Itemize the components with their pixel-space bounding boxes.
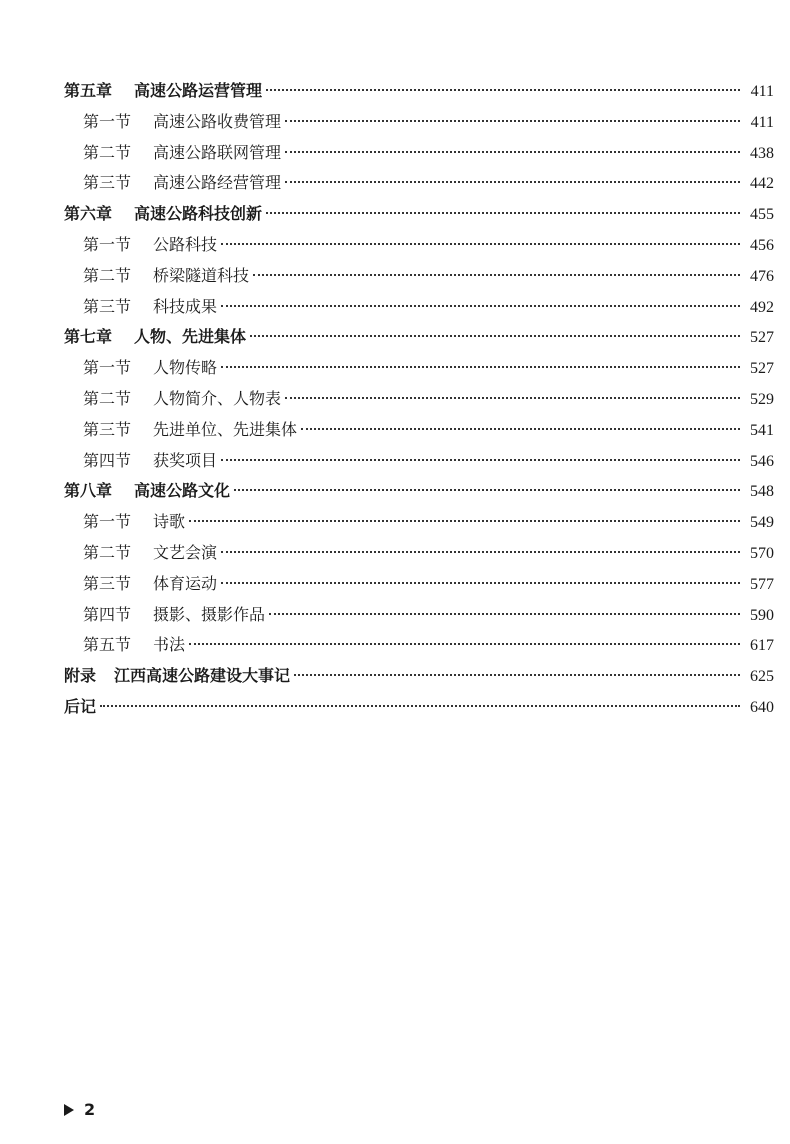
toc-row-section[interactable]	[64, 507, 774, 538]
toc-leader-dots	[234, 489, 740, 491]
toc-number: 第二节	[83, 388, 132, 408]
toc-number: 第二节	[83, 265, 132, 285]
toc-title: 文艺会演	[153, 542, 218, 562]
toc-leader-dots	[221, 551, 740, 553]
toc-row-section[interactable]	[64, 384, 774, 415]
toc-title: 江西高速公路建设大事记	[114, 666, 291, 686]
toc-title: 先进单位、先进集体	[153, 419, 298, 439]
toc-number: 第四节	[83, 450, 132, 470]
toc-page-number: 476	[750, 267, 774, 285]
toc-number: 第八章	[64, 481, 113, 501]
toc-title: 获奖项目	[153, 450, 218, 470]
toc-row-section[interactable]	[64, 538, 774, 569]
toc-leader-dots	[250, 335, 740, 337]
toc-leader-dots	[285, 151, 740, 153]
toc-leader-dots	[269, 613, 740, 615]
toc-number: 第二节	[83, 142, 132, 162]
toc-title: 书法	[153, 635, 186, 655]
toc-row-chapter-7[interactable]	[64, 322, 774, 353]
toc-leader-dots	[285, 181, 740, 183]
toc-row-section[interactable]	[64, 138, 774, 169]
toc-row-afterword[interactable]	[64, 692, 774, 723]
toc-number: 第一节	[83, 234, 132, 254]
toc-leader-dots	[189, 643, 740, 645]
toc-page-number: 617	[750, 637, 774, 655]
triangle-right-icon	[64, 1104, 74, 1116]
toc-row-section[interactable]	[64, 446, 774, 477]
toc-page-number: 455	[750, 206, 774, 224]
toc-number: 第三节	[83, 573, 132, 593]
toc-leader-dots	[301, 428, 740, 430]
toc-number: 后记	[64, 696, 97, 716]
toc-title: 桥梁隧道科技	[153, 265, 250, 285]
toc-title: 体育运动	[153, 573, 218, 593]
toc-number: 第七章	[64, 327, 113, 347]
toc-leader-dots	[189, 520, 740, 522]
toc-title: 高速公路联网管理	[153, 142, 282, 162]
toc-number: 第三节	[83, 419, 132, 439]
toc-title: 高速公路运营管理	[134, 81, 263, 100]
toc-row-section[interactable]	[64, 168, 774, 199]
toc-page-number: 529	[750, 390, 774, 408]
toc-leader-dots	[221, 582, 740, 584]
page-number: 2	[84, 1100, 96, 1119]
toc-leader-dots	[100, 705, 740, 707]
toc-page-number: 527	[750, 360, 774, 378]
page-footer	[64, 1100, 95, 1119]
toc-number: 第一节	[83, 512, 132, 532]
toc-page-number: 640	[750, 698, 774, 716]
toc-title: 科技成果	[153, 296, 218, 316]
toc-row-section[interactable]	[64, 107, 774, 138]
toc-page-number: 590	[750, 606, 774, 624]
toc-title: 诗歌	[153, 512, 186, 532]
toc-page-number: 570	[750, 544, 774, 562]
toc-number: 第三节	[83, 296, 132, 316]
toc-title: 高速公路经营管理	[153, 173, 282, 193]
toc-row-chapter-8[interactable]	[64, 476, 774, 507]
toc-page-number: 541	[750, 421, 774, 439]
toc-row-section[interactable]	[64, 353, 774, 384]
toc-number: 附录	[64, 666, 97, 686]
toc-page-number: 625	[750, 668, 774, 686]
toc-leader-dots	[253, 274, 740, 276]
toc-page-number: 549	[750, 514, 774, 532]
toc-leader-dots	[221, 459, 740, 461]
toc-page-number: 456	[750, 236, 774, 254]
toc-page-number: 577	[750, 575, 774, 593]
toc-title: 人物传略	[153, 358, 218, 378]
toc-row-section[interactable]	[64, 261, 774, 292]
toc-page-number: 548	[750, 483, 774, 501]
toc-number: 第一节	[83, 111, 132, 131]
toc-title: 公路科技	[153, 234, 218, 254]
toc-leader-dots	[266, 89, 740, 91]
toc-row-chapter-5[interactable]	[64, 76, 774, 107]
toc-row-section[interactable]	[64, 230, 774, 261]
toc-title: 人物、先进集体	[134, 327, 247, 347]
toc-page-number: 442	[750, 175, 774, 193]
toc-number: 第六章	[64, 204, 113, 224]
toc-leader-dots	[221, 305, 740, 307]
toc-leader-dots	[294, 674, 740, 676]
toc-leader-dots	[285, 120, 740, 122]
table-of-contents	[64, 76, 774, 723]
toc-leader-dots	[285, 397, 740, 399]
toc-number: 第五节	[83, 635, 132, 655]
toc-page-number: 411	[750, 83, 774, 100]
toc-number: 第三节	[83, 173, 132, 193]
toc-number: 第二节	[83, 542, 132, 562]
toc-row-section[interactable]	[64, 569, 774, 600]
toc-row-chapter-6[interactable]	[64, 199, 774, 230]
toc-title: 高速公路收费管理	[153, 111, 282, 131]
toc-page-number: 411	[750, 113, 774, 131]
toc-number: 第五章	[64, 81, 113, 100]
toc-title: 高速公路科技创新	[134, 204, 263, 224]
toc-page-number: 492	[750, 298, 774, 316]
toc-row-section[interactable]	[64, 415, 774, 446]
toc-leader-dots	[221, 243, 740, 245]
toc-number: 第一节	[83, 358, 132, 378]
toc-leader-dots	[221, 366, 740, 368]
toc-number: 第四节	[83, 604, 132, 624]
toc-row-section[interactable]	[64, 292, 774, 323]
toc-page-number: 546	[750, 452, 774, 470]
toc-page-number: 438	[750, 144, 774, 162]
toc-page-number: 527	[750, 329, 774, 347]
toc-row-appendix[interactable]	[64, 661, 774, 692]
toc-title: 高速公路文化	[134, 481, 231, 501]
toc-row-section[interactable]	[64, 630, 774, 661]
toc-title: 人物简介、人物表	[153, 388, 282, 408]
toc-row-section[interactable]	[64, 600, 774, 631]
toc-leader-dots	[266, 212, 740, 214]
toc-title: 摄影、摄影作品	[153, 604, 266, 624]
